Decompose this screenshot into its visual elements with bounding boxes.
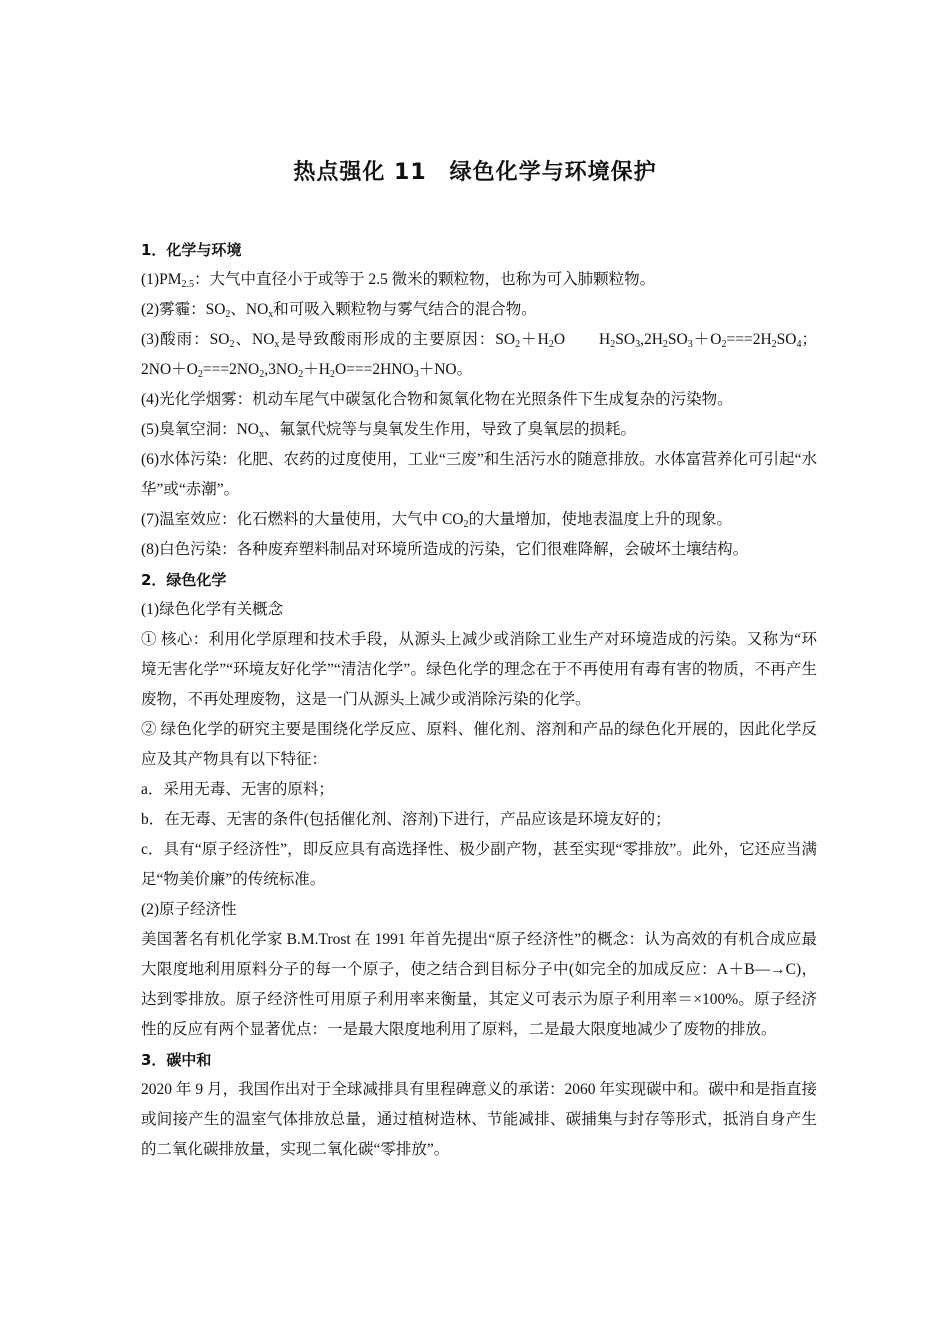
- list-item-c: c．具有“原子经济性”，即反应具有高选择性、极少副产物，甚至实现“零排放”。此外，它还应当满足“物美价廉”的传统标准。: [141, 841, 817, 888]
- page-title: 热点强化 11 绿色化学与环境保护: [293, 160, 657, 185]
- section-heading-2: 2．绿色化学: [141, 571, 227, 589]
- document-body: [141, 235, 817, 1165]
- list-item-a: a．采用无毒、无害的原料；: [141, 781, 334, 798]
- paragraph-pm25: $(1)PM_{2.5}$：大气中直径小于或等于 2.5 微米的颗粒物，也称为可入肺颗粒物。: [141, 271, 656, 290]
- paragraph-white-pollution: (8)白色污染：各种废弃塑料制品对环境所造成的污染，它们很难降解，会破坏土壤结构。: [141, 541, 749, 558]
- paragraph-acid-rain: (3)酸雨：$SO_2$、$NO_x$是导致酸雨形成的主要原因：$SO_2+H_2O$ $H_2SO_3,2H_2SO_3+O_2===2H_2SO_4$；$2NO+O_2===2NO_2,3NO_2+H_2O===2HNO_3+NO$。: [141, 331, 817, 380]
- section-heading-1: 1．化学与环境: [141, 241, 242, 259]
- paragraph-haze: (2)雾霾：$SO_2$、$NO_x$和可吸入颗粒物与雾气结合的混合物。: [141, 301, 537, 320]
- section-heading-3: 3．碳中和: [141, 1051, 212, 1069]
- paragraph-core: ① 核心：利用化学原理和技术手段，从源头上减少或消除工业生产对环境造成的污染。又称为“环境无害化学”“环境友好化学”“清洁化学”。绿色化学的理念在于不再使用有毒有害的物质，不再产生废物，不再处理废物，这是一门从源头上减少或消除污染的化学。: [141, 631, 817, 708]
- paragraph-research: ② 绿色化学的研究主要是围绕化学反应、原料、催化剂、溶剂和产品的绿色化开展的，因此化学反应及其产物具有以下特征：: [141, 721, 817, 768]
- paragraph-carbon-neutrality: 2020 年 9 月，我国作出对于全球减排具有里程碑意义的承诺：2060 年实现碳中和。碳中和是指直接或间接产生的温室气体排放总量，通过植树造林、节能减排、碳捕集与封存等形式，抵消自身产生的二氧化碳排放量，实现二氧化碳“零排放”。: [141, 1081, 817, 1158]
- subheading-atom-economy: (2)原子经济性: [141, 901, 237, 918]
- paragraph-greenhouse-effect: (7)温室效应：化石燃料的大量使用，大气中 $CO_2$的大量增加，使地表温度上升的现象。: [141, 511, 732, 530]
- paragraph-water-pollution: (6)水体污染：化肥、农药的过度使用，工业“三废”和生活污水的随意排放。水体富营养化可引起“水华”或“赤潮”。: [141, 451, 817, 498]
- paragraph-atom-economy: 美国著名有机化学家 B.M.Trost 在 1991 年首先提出“原子经济性”的概念：认为高效的有机合成应最大限度地利用原料分子的每一个原子，使之结合到目标分子中(如完全的加成反应：A＋B―→C)，达到零排放。原子经济性可用原子利用率来衡量，其定义可表示为原子利用率＝×100%。原子经济性的反应有两个显著优点：一是最大限度地利用了原料，二是最大限度地减少了废物的排放。: [141, 931, 817, 1038]
- list-item-b: b．在无毒、无害的条件(包括催化剂、溶剂)下进行，产品应该是环境友好的；: [141, 811, 671, 828]
- paragraph-ozone-hole: (5)臭氧空洞：$NO_x$、氟氯代烷等与臭氧发生作用，导致了臭氧层的损耗。: [141, 421, 636, 440]
- paragraph-photochemical-smog: (4)光化学烟雾：机动车尾气中碳氢化合物和氮氧化物在光照条件下生成复杂的污染物。: [141, 391, 733, 408]
- subheading-green-chemistry-concepts: (1)绿色化学有关概念: [141, 601, 284, 618]
